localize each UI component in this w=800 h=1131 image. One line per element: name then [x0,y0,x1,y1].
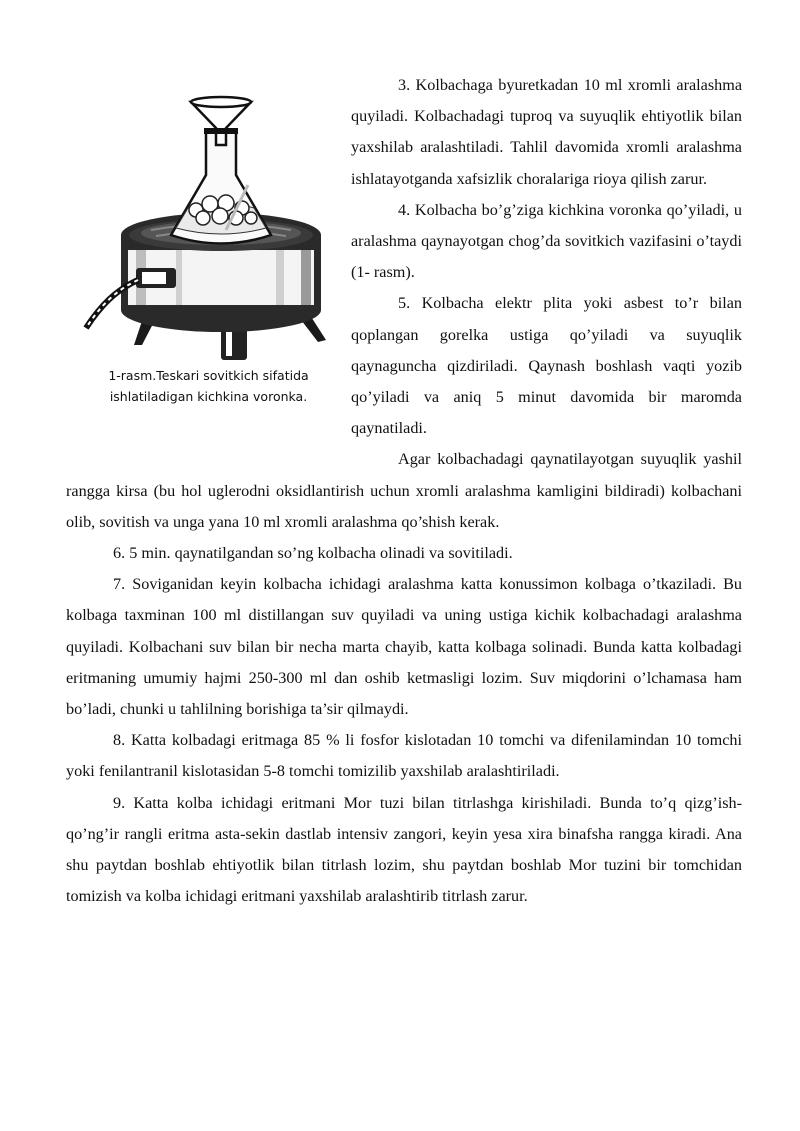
paragraph-step-9: 9. Katta kolba ichidagi eritmani Mor tuzi bilan titrlashga kirishiladi. Bunda to’q qizg’ish-qo’ng’ir rangli eritma asta-sekin dastlab intensiv zangori, keyin yesa xira binafsha rangga kiradi. Ana shu paytdan boshlab ehtiyotlik bilan titrlash lozim, shu paytdan boshlab Mor tuzini bir tomchidan tomizish va kolba ichidagi eritmani yaxshilab aralashtirib titrlash zarur. [66,793,742,906]
paragraph-step-3: 3. Kolbachaga byuretkadan 10 ml xromli aralashma quyiladi. Kolbachadagi tuproq va suyuqlik ehtiyotlik bilan yaxshilab aralashtiladi. Tahlil davomida xromli aralashma ishlatayotganda xafsizlik choralariga rioya qilish zarur. [351,76,742,188]
flask-heater-illustration [76,90,341,365]
figure-caption [66,365,351,407]
paragraph-step-8: 8. Katta kolbadagi eritmaga 85 % li fosfor kislotadan 10 tomchi va difenilamindan 10 tomchi yoki fenilantranil kislotasidan 5-8 tomchi tomizilib yaxshilab aralashtiriladi. [66,731,742,781]
paragraph-step-5: 5. Kolbacha elektr plita yoki asbest to’r bilan qoplangan gorelka ustiga qo’yiladi va suyuqlik qaynaguncha qizdiriladi. Qaynash boshlash vaqti yozib qo’yiladi va aniq 5 minut davomida bir maromda qaynatiladi. [351,294,742,438]
figure-caption-line-1: 1-rasm.Teskari sovitkich sifatida [108,368,309,383]
document-body [66,70,742,912]
paragraph-note-green-color: Agar kolbachadagi qaynatilayotgan suyuqlik yashil rangga kirsa (bu hol uglerodni oksidlantirish uchun xromli aralashma kamligini bildiradi) kolbachani olib, sovitish va unga yana 10 ml xromli aralashma qo’shish kerak. [66,450,742,531]
paragraph-step-4: 4. Kolbacha bo’g’ziga kichkina voronka qo’yiladi, u aralashma qaynayotgan chog’da sovitkich vazifasini o’taydi (1- rasm). [351,200,742,282]
figure-flask-on-heater [66,70,351,446]
paragraph-step-6: 6. 5 min. qaynatilgandan so’ng kolbacha olinadi va sovitiladi. [113,544,513,563]
paragraph-step-7: 7. Soviganidan keyin kolbacha ichidagi aralashma katta konussimon kolbaga o’tkaziladi. Bu kolbaga taxminan 100 ml distillangan suv quyiladi va uning ustiga kichik kolbachadagi aralashma quyiladi. Kolbachani suv bilan bir necha marta chayib, katta kolbaga solinadi. Bunda katta kolbadagi eritmaning umumiy hajmi 250-300 ml dan oshib ketmasligi lozim. Suv miqdorini o’lchamasa ham bo’ladi, chunki u tahlilning borishiga ta’sir qilmaydi. [66,575,742,719]
figure-caption-line-2: ishlatiladigan kichkina voronka. [109,389,308,404]
